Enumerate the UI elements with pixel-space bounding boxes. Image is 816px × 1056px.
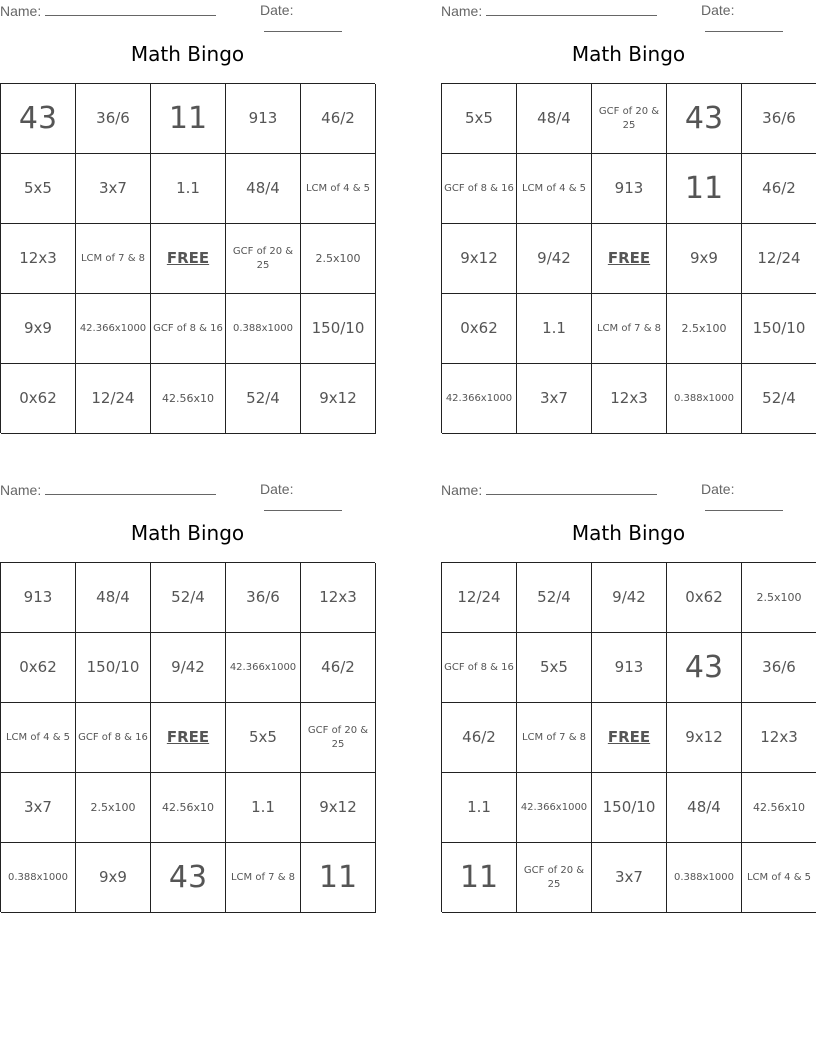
date-field[interactable]	[701, 2, 816, 35]
bingo-cell[interactable]: 5x5	[1, 154, 76, 224]
bingo-cell[interactable]: 0.388x1000	[667, 843, 742, 913]
bingo-cell[interactable]: 5x5	[226, 703, 301, 773]
bingo-cell[interactable]: 42.56x10	[151, 364, 226, 434]
bingo-cell[interactable]: 12/24	[76, 364, 151, 434]
bingo-cell[interactable]: 0.388x1000	[667, 364, 742, 434]
bingo-cell[interactable]: GCF of 20 & 25	[592, 84, 667, 154]
bingo-cell[interactable]: LCM of 7 & 8	[76, 224, 151, 294]
date-field[interactable]	[260, 481, 375, 514]
bingo-cell[interactable]: 52/4	[517, 563, 592, 633]
bingo-cell[interactable]: 43	[151, 843, 226, 913]
date-line	[705, 18, 783, 32]
free-space-cell[interactable]: FREE	[592, 224, 667, 294]
bingo-cell[interactable]: GCF of 8 & 16	[76, 703, 151, 773]
name-field[interactable]	[441, 2, 657, 19]
name-label: Name:	[441, 482, 483, 498]
bingo-cell[interactable]: 36/6	[742, 633, 816, 703]
name-line	[45, 481, 216, 495]
bingo-cell[interactable]: 48/4	[226, 154, 301, 224]
bingo-cell[interactable]: 5x5	[442, 84, 517, 154]
bingo-cell[interactable]: LCM of 4 & 5	[517, 154, 592, 224]
name-label: Name:	[0, 482, 42, 498]
bingo-cell[interactable]: 48/4	[76, 563, 151, 633]
name-label: Name:	[441, 3, 483, 19]
date-label: Date:	[701, 481, 735, 497]
bingo-cell[interactable]: 36/6	[742, 84, 816, 154]
bingo-cell[interactable]: 43	[667, 633, 742, 703]
bingo-cell[interactable]: 12/24	[442, 563, 517, 633]
bingo-cell[interactable]: 11	[301, 843, 376, 913]
card-title: Math Bingo	[571, 521, 686, 545]
bingo-cell[interactable]: 9/42	[592, 563, 667, 633]
bingo-cell[interactable]: 150/10	[592, 773, 667, 843]
bingo-cell[interactable]: 9x9	[1, 294, 76, 364]
bingo-card	[0, 0, 375, 407]
bingo-card	[441, 0, 816, 407]
bingo-cell[interactable]: GCF of 8 & 16	[442, 154, 517, 224]
date-field[interactable]	[701, 481, 816, 514]
card-header	[441, 0, 816, 22]
bingo-cell[interactable]: GCF of 20 & 25	[517, 843, 592, 913]
bingo-cell[interactable]: GCF of 8 & 16	[442, 633, 517, 703]
bingo-cell[interactable]: 46/2	[442, 703, 517, 773]
bingo-cell[interactable]: 48/4	[667, 773, 742, 843]
free-space-cell[interactable]: FREE	[592, 703, 667, 773]
bingo-cell[interactable]: 11	[667, 154, 742, 224]
card-header	[0, 0, 375, 22]
free-space-cell[interactable]: FREE	[151, 703, 226, 773]
bingo-cell[interactable]: 9x9	[76, 843, 151, 913]
bingo-cell[interactable]: 1.1	[517, 294, 592, 364]
bingo-grid	[0, 83, 375, 433]
bingo-cell[interactable]: 1.1	[442, 773, 517, 843]
bingo-cell[interactable]: 2.5x100	[301, 224, 376, 294]
bingo-cell[interactable]: LCM of 7 & 8	[592, 294, 667, 364]
bingo-cell[interactable]: 0x62	[667, 563, 742, 633]
card-title: Math Bingo	[130, 42, 245, 66]
date-field[interactable]	[260, 2, 375, 35]
bingo-cell[interactable]: 52/4	[226, 364, 301, 434]
bingo-cell[interactable]: 12x3	[592, 364, 667, 434]
bingo-cell[interactable]: 9x12	[667, 703, 742, 773]
bingo-cell[interactable]: 0.388x1000	[1, 843, 76, 913]
bingo-cell[interactable]: 48/4	[517, 84, 592, 154]
name-field[interactable]	[0, 2, 216, 19]
bingo-cell[interactable]: LCM of 4 & 5	[1, 703, 76, 773]
bingo-cell[interactable]: 46/2	[742, 154, 816, 224]
bingo-cell[interactable]: LCM of 4 & 5	[301, 154, 376, 224]
bingo-cell[interactable]: 52/4	[742, 364, 816, 434]
name-field[interactable]	[0, 481, 216, 498]
bingo-cell[interactable]: 36/6	[76, 84, 151, 154]
bingo-cell[interactable]: 2.5x100	[76, 773, 151, 843]
card-title: Math Bingo	[571, 42, 686, 66]
bingo-cell[interactable]: 42.366x1000	[442, 364, 517, 434]
date-label: Date:	[701, 2, 735, 18]
bingo-card	[0, 479, 375, 895]
bingo-cell[interactable]: 3x7	[76, 154, 151, 224]
bingo-grid	[441, 562, 816, 912]
bingo-cell[interactable]: 42.56x10	[742, 773, 816, 843]
bingo-cell[interactable]: 11	[151, 84, 226, 154]
bingo-cell[interactable]: 9x9	[667, 224, 742, 294]
bingo-cell[interactable]: 0x62	[442, 294, 517, 364]
name-line	[486, 481, 657, 495]
bingo-cell[interactable]: 42.56x10	[151, 773, 226, 843]
bingo-cell[interactable]: 36/6	[226, 563, 301, 633]
date-line	[705, 497, 783, 511]
bingo-cell[interactable]: 11	[442, 843, 517, 913]
bingo-cell[interactable]: 913	[226, 84, 301, 154]
bingo-cell[interactable]: 9/42	[151, 633, 226, 703]
bingo-cell[interactable]: 46/2	[301, 84, 376, 154]
bingo-cell[interactable]: 3x7	[592, 843, 667, 913]
bingo-cell[interactable]: 913	[1, 563, 76, 633]
date-label: Date:	[260, 2, 294, 18]
date-label: Date:	[260, 481, 294, 497]
bingo-cell[interactable]: 1.1	[151, 154, 226, 224]
bingo-cell[interactable]: 150/10	[76, 633, 151, 703]
bingo-cell[interactable]: 43	[667, 84, 742, 154]
name-line	[45, 2, 216, 16]
bingo-cell[interactable]: 3x7	[517, 364, 592, 434]
bingo-cell[interactable]: 42.366x1000	[226, 633, 301, 703]
bingo-cell[interactable]: 2.5x100	[742, 563, 816, 633]
bingo-cell[interactable]: 3x7	[1, 773, 76, 843]
bingo-cell[interactable]: 42.366x1000	[517, 773, 592, 843]
bingo-card	[441, 479, 816, 895]
bingo-cell[interactable]: 12/24	[742, 224, 816, 294]
name-field[interactable]	[441, 481, 657, 498]
bingo-cell[interactable]: 12x3	[301, 563, 376, 633]
bingo-cell[interactable]: 9x12	[301, 773, 376, 843]
card-header	[441, 479, 816, 501]
bingo-cell[interactable]: GCF of 8 & 16	[151, 294, 226, 364]
bingo-cell[interactable]: 52/4	[151, 563, 226, 633]
bingo-grid	[441, 83, 816, 433]
bingo-cell[interactable]: LCM of 7 & 8	[517, 703, 592, 773]
bingo-cell[interactable]: 43	[1, 84, 76, 154]
bingo-cell[interactable]: 150/10	[742, 294, 816, 364]
bingo-cell[interactable]: 0x62	[1, 633, 76, 703]
free-space-cell[interactable]: FREE	[151, 224, 226, 294]
bingo-cell[interactable]: 5x5	[517, 633, 592, 703]
bingo-cell[interactable]: 9x12	[301, 364, 376, 434]
bingo-cell[interactable]: 9x12	[442, 224, 517, 294]
bingo-grid	[0, 562, 375, 912]
bingo-cell[interactable]: LCM of 4 & 5	[742, 843, 816, 913]
bingo-cell[interactable]: GCF of 20 & 25	[301, 703, 376, 773]
bingo-cell[interactable]: 1.1	[226, 773, 301, 843]
card-title: Math Bingo	[130, 521, 245, 545]
date-line	[264, 18, 342, 32]
bingo-cell[interactable]: 9/42	[517, 224, 592, 294]
bingo-cell[interactable]: 42.366x1000	[76, 294, 151, 364]
bingo-cell[interactable]: 12x3	[742, 703, 816, 773]
bingo-cell[interactable]: 913	[592, 633, 667, 703]
bingo-cell[interactable]: LCM of 7 & 8	[226, 843, 301, 913]
bingo-cell[interactable]: 0x62	[1, 364, 76, 434]
bingo-cell[interactable]: 0.388x1000	[226, 294, 301, 364]
bingo-cell[interactable]: 150/10	[301, 294, 376, 364]
date-line	[264, 497, 342, 511]
card-header	[0, 479, 375, 501]
bingo-cell[interactable]: GCF of 20 & 25	[226, 224, 301, 294]
bingo-cell[interactable]: 2.5x100	[667, 294, 742, 364]
bingo-cell[interactable]: 913	[592, 154, 667, 224]
bingo-cell[interactable]: 46/2	[301, 633, 376, 703]
bingo-cell[interactable]: 12x3	[1, 224, 76, 294]
name-line	[486, 2, 657, 16]
name-label: Name:	[0, 3, 42, 19]
